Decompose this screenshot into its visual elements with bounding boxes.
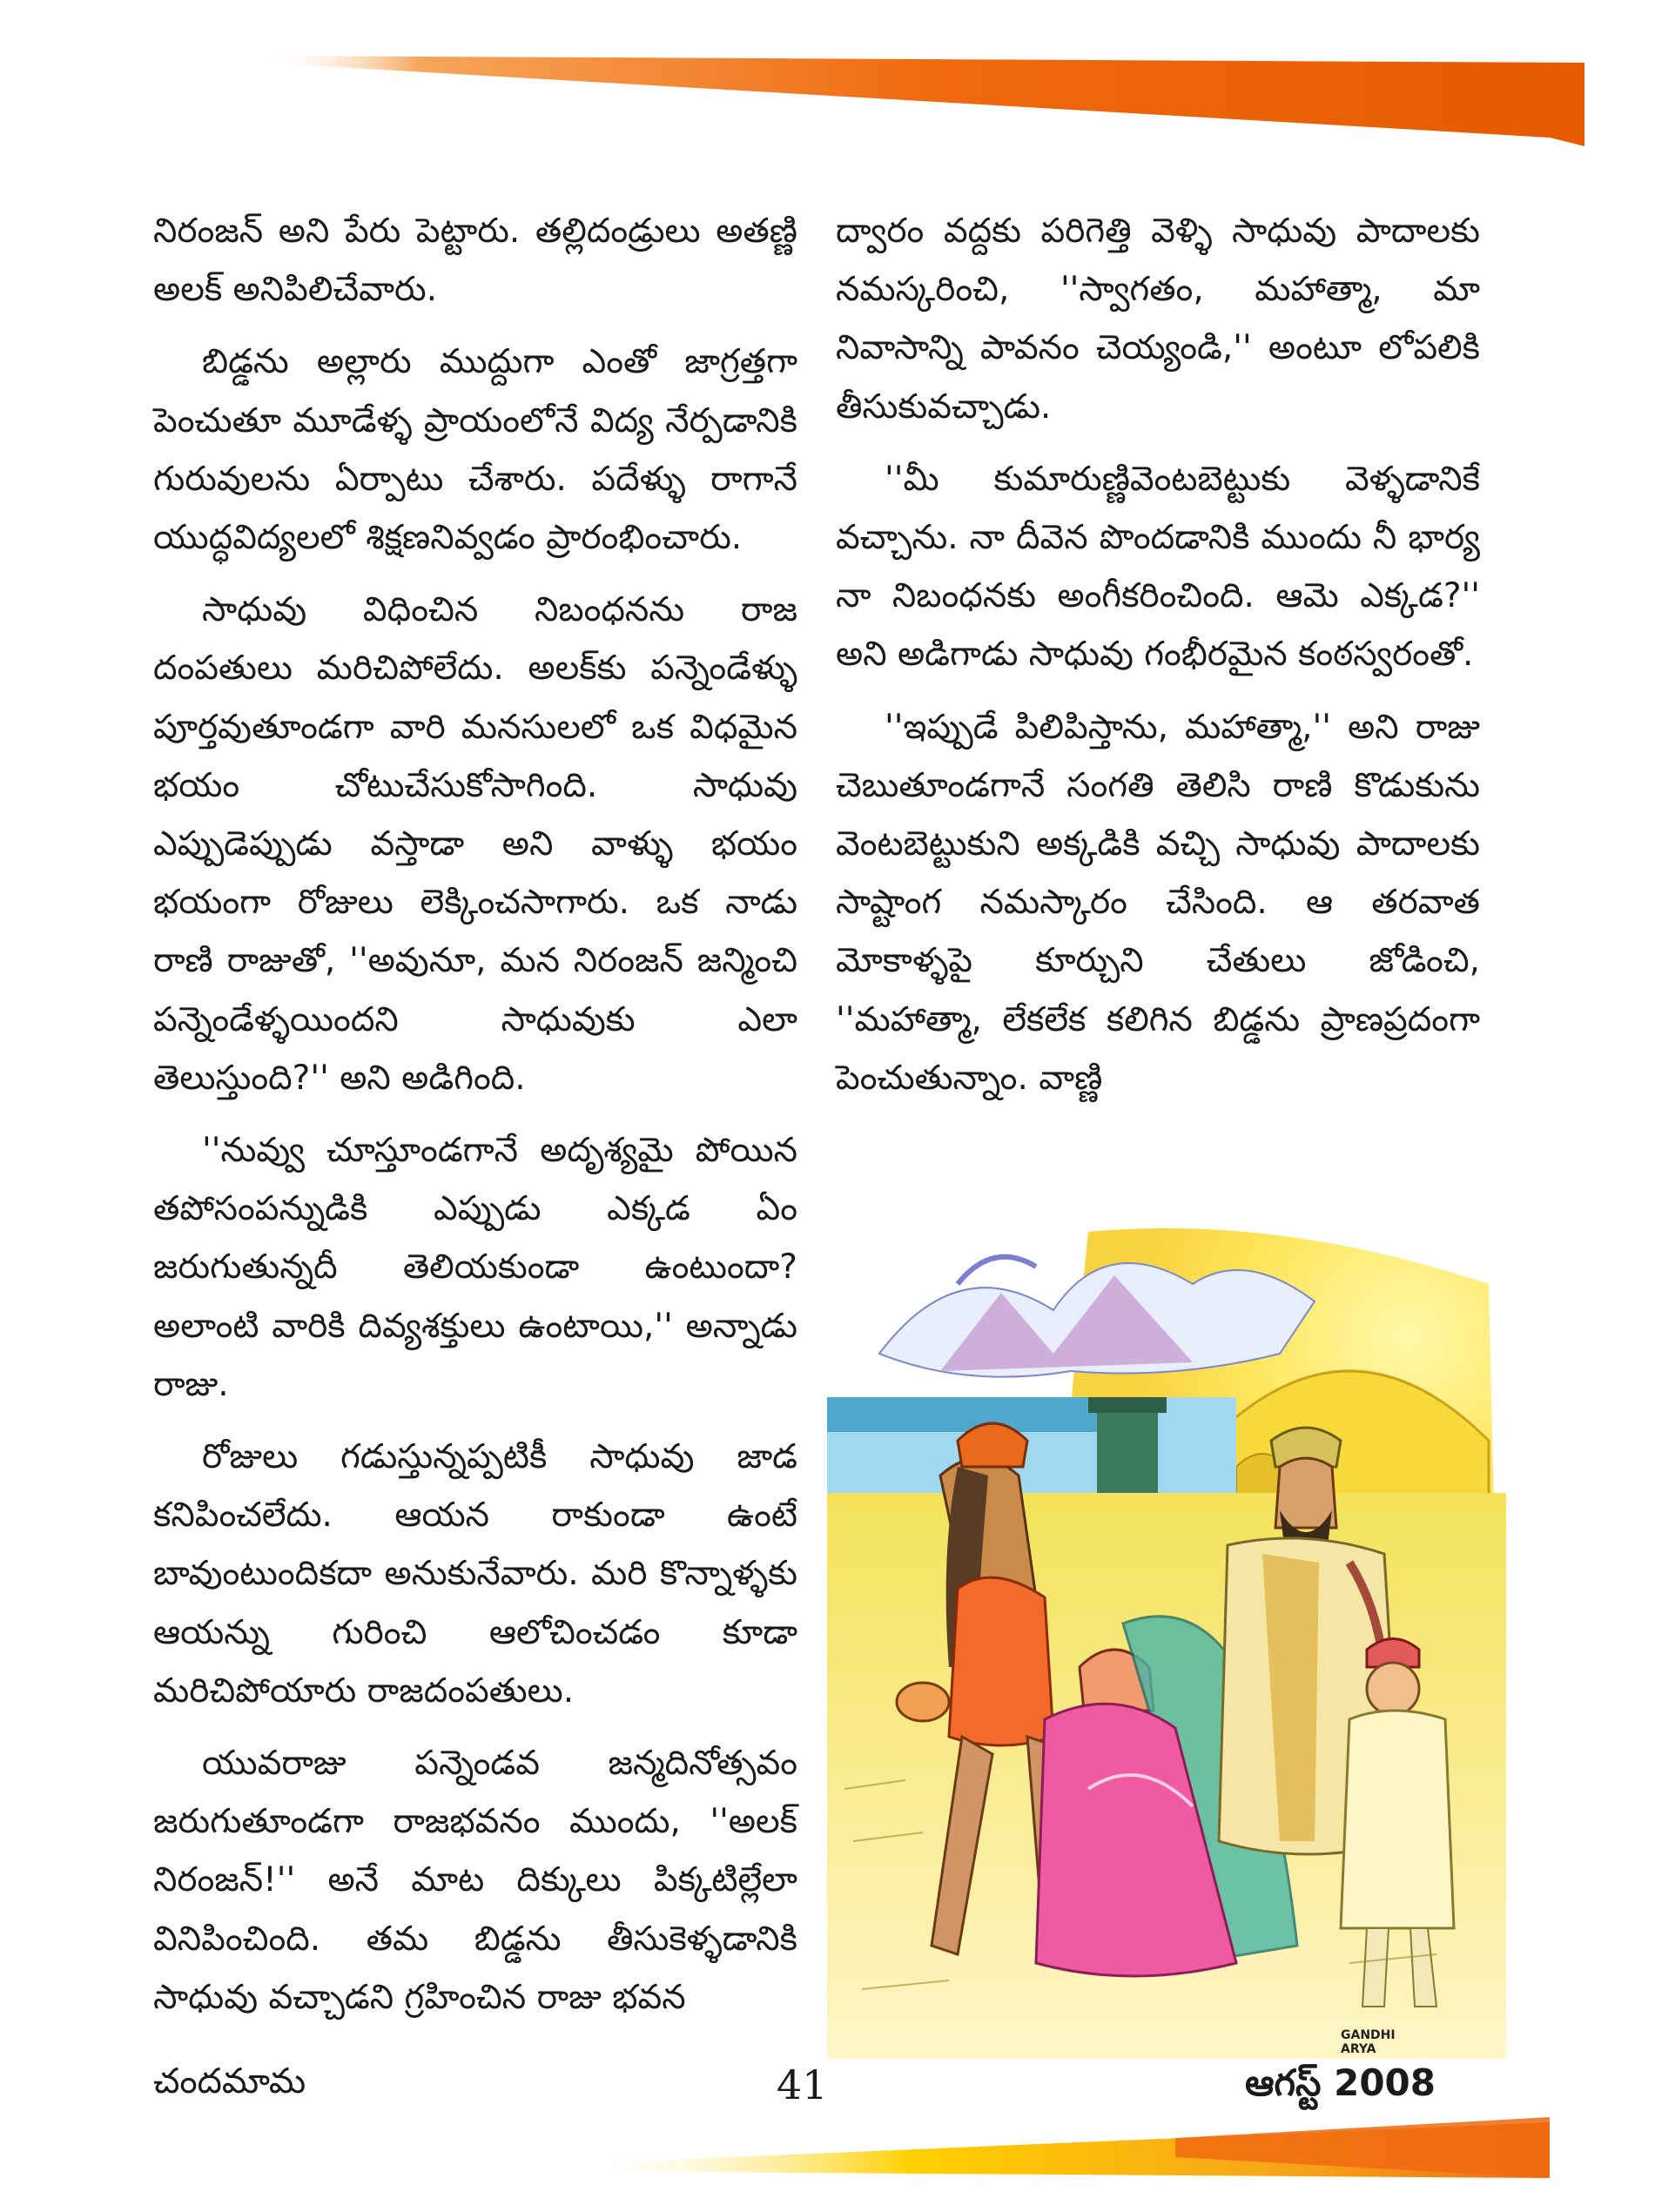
issue-date: ఆగస్ట్ 2008 bbox=[1245, 2061, 1436, 2104]
left-text-column bbox=[153, 202, 797, 2041]
artist-signature-line: GANDHI bbox=[1341, 2028, 1396, 2042]
right-paragraph: ''ఇప్పుడే పిలిపిస్తాను, మహాత్మా,'' అని రాజు చెబుతూండగానే సంగతి తెలిసి రాణి కొడుకును వెంటబెట్టుకుని అక్కడికి వచ్చి సాధువు పాదాలకు సాష్టాంగ నమస్కారం చేసింది. ఆ తరవాత మోకాళ్ళపై కూర్చుని చేతులు జోడించి, ''మహాత్మా, లేకలేక కలిగిన బిడ్డను ప్రాణప్రదంగా పెంచుతున్నాం. వాణ్ణి bbox=[836, 707, 1480, 1098]
left-paragraph: సాధువు విధించిన నిబంధనను రాజ దంపతులు మరిచిపోలేదు. అలక్‌కు పన్నెండేళ్ళు పూర్తవుతూండగా వారి మనసులలో ఒక విధమైన భయం చోటుచేసుకోసాగింది. సాధువు ఎప్పుడెప్పుడు వస్తాడా అని వాళ్ళు భయం భయంగా రోజులు లెక్కించసాగారు. ఒక నాడు రాణి రాజుతో, ''అవునూ, మన నిరంజన్ జన్మించి పన్నెండేళ్ళయిందని సాధువుకు ఎలా తెలుస్తుంది?'' అని అడిగింది. bbox=[153, 590, 797, 1098]
top-orange-band bbox=[261, 50, 1584, 146]
left-paragraph: యువరాజు పన్నెండవ జన్మదినోత్సవం జరుగుతూండగా రాజభవనం ముందు, ''అలక్ నిరంజన్!'' అనే మాట దిక్కులు పిక్కటిల్లేలా వినిపించింది. తమ బిడ్డను తీసుకెళ్ళడానికి సాధువు వచ్చాడని గ్రహించిన రాజు భవన bbox=[153, 1744, 797, 2017]
left-paragraph: రోజులు గడుస్తున్నప్పటికీ సాధువు జాడ కనిపించలేదు. ఆయన రాకుండా ఉంటే బావుంటుందికదా అనుకునేవారు. మరి కొన్నాళ్ళకు ఆయన్ను గురించి ఆలోచించడం కూడా మరిచిపోయారు రాజదంపతులు. bbox=[153, 1437, 797, 1711]
left-paragraph: నిరంజన్ అని పేరు పెట్టారు. తల్లిదండ్రులు అతణ్ణి అలక్ అనిపిలిచేవారు. bbox=[153, 212, 797, 310]
magazine-name: చందమామ bbox=[153, 2061, 306, 2101]
story-illustration bbox=[827, 1180, 1506, 2059]
left-paragraph: ''నువ్వు చూస్తూండగానే అదృశ్యమై పోయిన తపోసంపన్నుడికి ఎప్పుడు ఎక్కడ ఏం జరుగుతున్నదీ తెలియకుండా ఉంటుందా? అలాంటి వారికి దివ్యశక్తులు ఉంటాయి,'' అన్నాడు రాజు. bbox=[153, 1131, 797, 1404]
bottom-orange-band bbox=[566, 2115, 1550, 2178]
left-paragraph: బిడ్డను అల్లారు ముద్దుగా ఎంతో జాగ్రత్తగా పెంచుతూ మూడేళ్ళ ప్రాయంలోనే విద్య నేర్పడానికి గురువులను ఏర్పాటు చేశారు. పదేళ్ళు రాగానే యుద్ధవిద్యలలో శిక్షణనివ్వడం ప్రారంభించారు. bbox=[153, 342, 797, 558]
right-paragraph: ''మీ కుమారుణ్ణివెంటబెట్టుకు వెళ్ళడానికే వచ్చాను. నా దీవెన పొందడానికి ముందు నీ భార్య నా నిబంధనకు అంగీకరించింది. ఆమె ఎక్కడ?'' అని అడిగాడు సాధువు గంభీరమైన కంఠస్వరంతో. bbox=[836, 459, 1480, 675]
artist-signature bbox=[1341, 2028, 1396, 2056]
page-number: 41 bbox=[777, 2061, 828, 2108]
right-text-column bbox=[836, 202, 1480, 1121]
right-paragraph: ద్వారం వద్దకు పరిగెత్తి వెళ్ళి సాధువు పాదాలకు నమస్కరించి, ''స్వాగతం, మహాత్మా, మా నివాసాన్ని పావనం చెయ్యండి,'' అంటూ లోపలికి తీసుకువచ్చాడు. bbox=[836, 212, 1480, 427]
artist-signature-line: ARYA bbox=[1341, 2042, 1376, 2056]
